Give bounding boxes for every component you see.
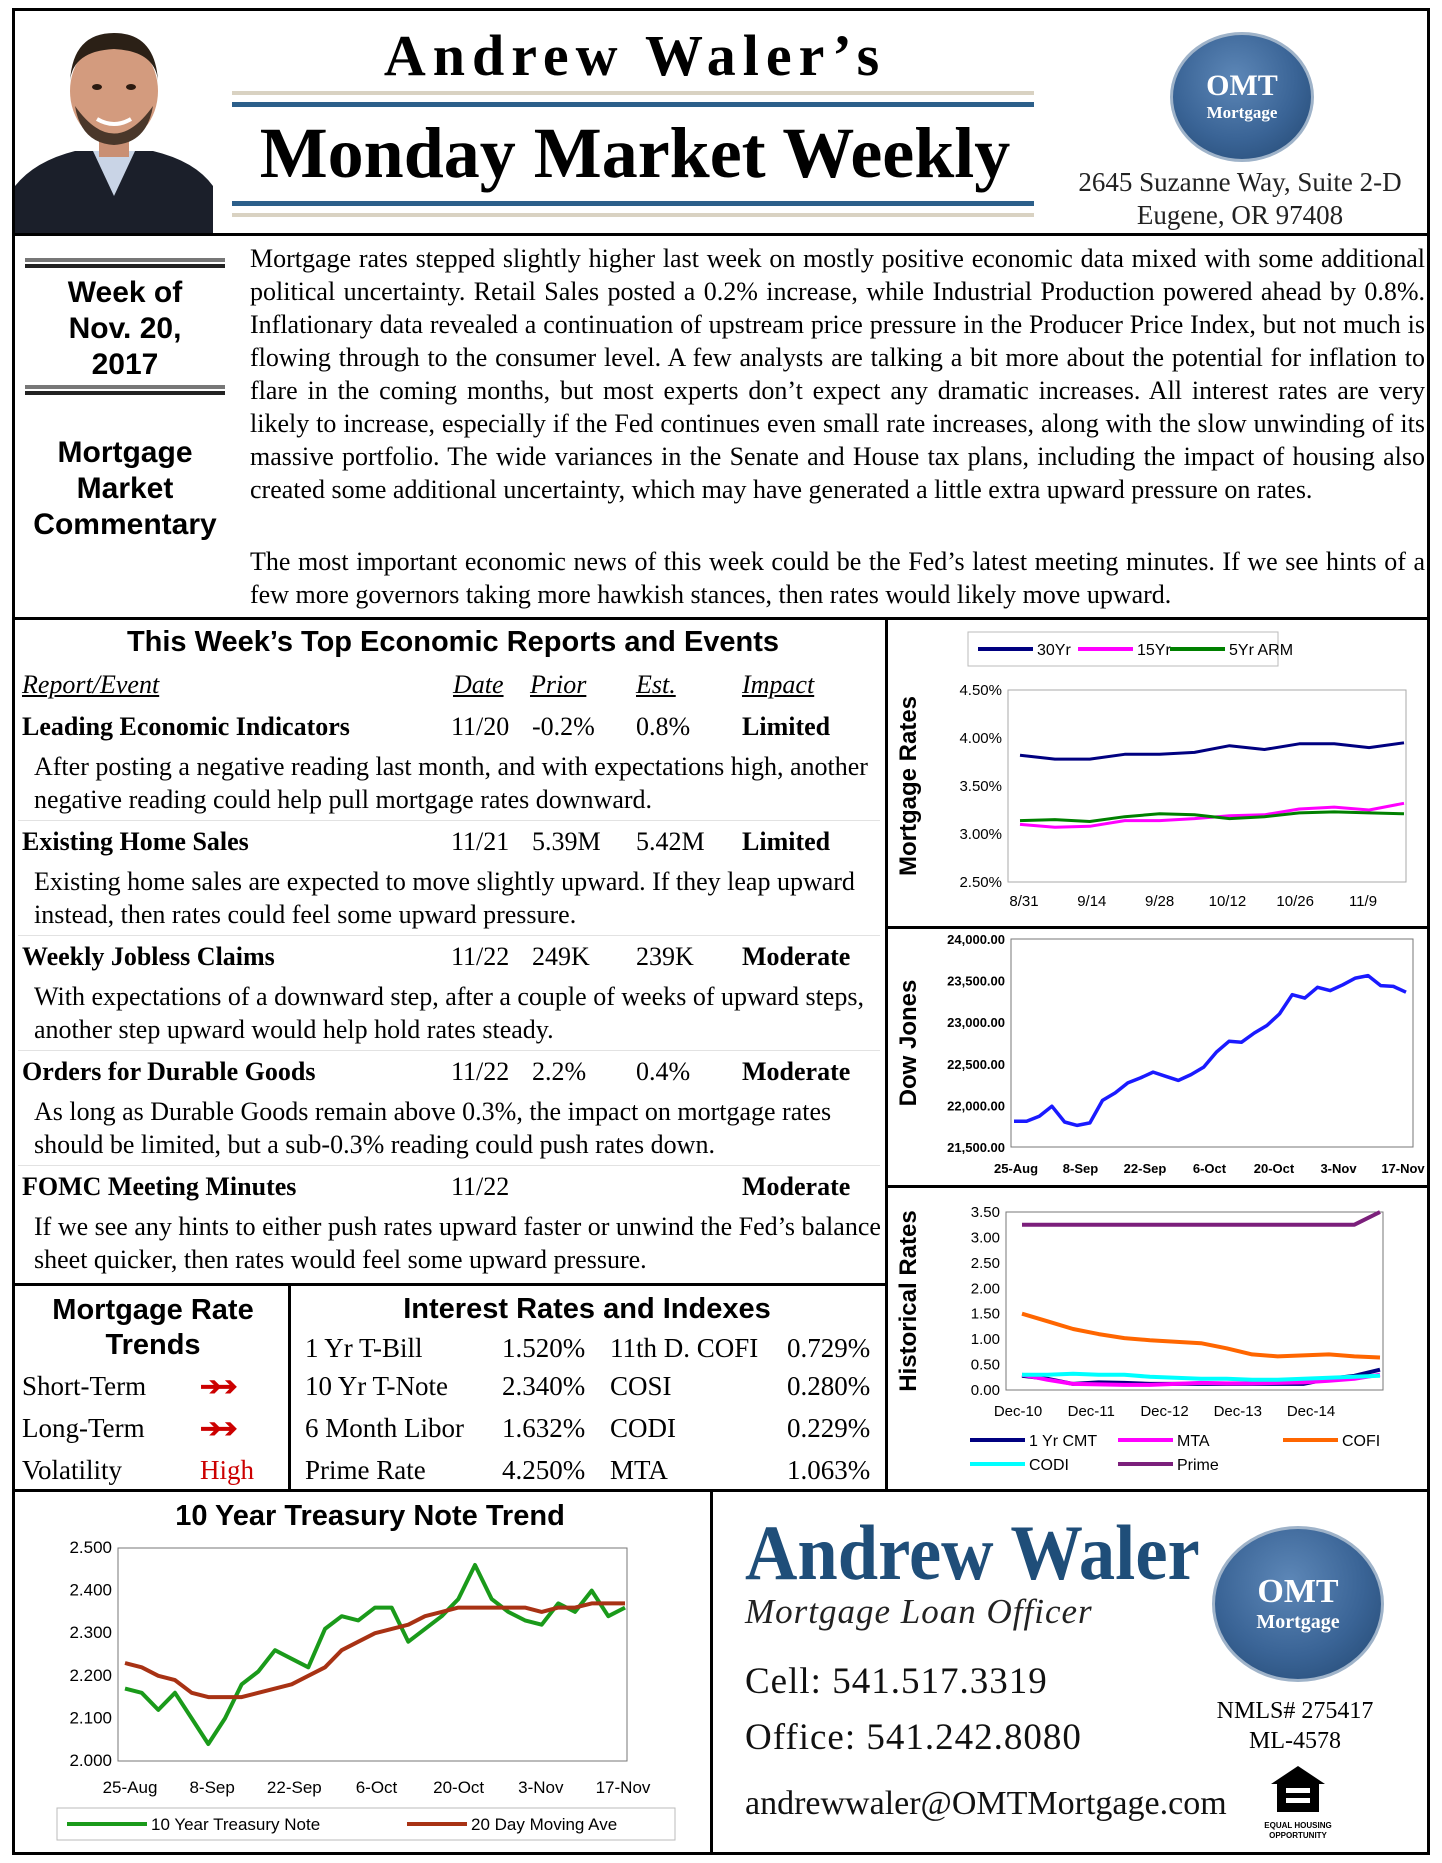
y-tick-label: 24,000.00 — [947, 932, 1005, 947]
report-est: 0.4% — [636, 1057, 691, 1086]
x-tick-label: 25-Aug — [102, 1778, 158, 1797]
plot-area — [1006, 1212, 1383, 1390]
y-tick-label: 2.400 — [69, 1580, 112, 1600]
title-line-1: Andrew Waler’s — [383, 23, 887, 88]
x-tick-label: 17-Nov — [595, 1778, 651, 1797]
x-tick-label: 3-Nov — [518, 1778, 564, 1797]
title-line-2: Monday Market Weekly — [259, 113, 1011, 193]
report-impact: Moderate — [742, 1057, 851, 1086]
y-tick-label: 4.50% — [959, 682, 1002, 699]
index-name: COSI — [610, 1371, 672, 1401]
y-tick-label: 2.500 — [69, 1538, 112, 1557]
trends-divider — [288, 1283, 291, 1491]
report-impact: Limited — [742, 827, 831, 856]
x-tick-label: 22-Sep — [1123, 1161, 1167, 1176]
y-tick-label: 23,000.00 — [947, 1015, 1005, 1031]
x-tick-label: 9/28 — [1144, 893, 1175, 910]
legend-entry: Prime — [1177, 1457, 1219, 1474]
report-name: Weekly Jobless Claims — [22, 942, 275, 971]
y-tick-label: 1.00 — [970, 1331, 1000, 1349]
report-date: 11/22 — [451, 1172, 510, 1201]
x-tick-label: 8-Sep — [189, 1778, 235, 1797]
rate-value: 2.340% — [502, 1371, 586, 1401]
reports-bottom-divider — [12, 1283, 888, 1286]
x-tick-label: 20-Oct — [1253, 1161, 1295, 1176]
report-description: With expectations of a downward step, after a couple of weeks of upward steps, another step upward would help hold rates steady. — [34, 982, 864, 1044]
x-tick-label: 22-Sep — [266, 1778, 322, 1797]
y-tick-label: 3.00% — [959, 826, 1002, 843]
header-date: Date — [453, 670, 504, 699]
trend-label: Volatility — [22, 1455, 123, 1485]
contact-office: Office: 541.242.8080 — [745, 1717, 1082, 1758]
report-impact: Moderate — [742, 1172, 851, 1201]
report-description: As long as Durable Goods remain above 0.3%, the impact on mortgage rates should be limited, but a sub-0.3% reading could push rates down. — [34, 1097, 832, 1159]
x-tick-label: 3-Nov — [1320, 1161, 1357, 1176]
report-description: Existing home sales are expected to move slightly upward. If they leap upward instead, then rates could feel some upward pressure. — [34, 867, 855, 929]
y-tick-label: 22,000.00 — [947, 1098, 1005, 1114]
y-tick-label: 2.00 — [970, 1280, 1000, 1298]
equal-housing-icon: EQUAL HOUSING OPPORTUNITY — [1258, 1764, 1338, 1844]
report-name: Orders for Durable Goods — [22, 1057, 316, 1086]
y-axis-label: Mortgage Rates — [895, 695, 922, 877]
rate-value: 4.250% — [502, 1455, 586, 1485]
plot-area — [118, 1548, 627, 1761]
report-prior: -0.2% — [532, 712, 595, 741]
index-value: 0.729% — [787, 1333, 871, 1363]
report-est: 239K — [636, 942, 694, 971]
headshot-photo — [15, 11, 213, 233]
y-tick-label: 2.50 — [970, 1254, 1000, 1272]
index-value: 1.063% — [787, 1455, 871, 1485]
row-separator — [18, 1050, 880, 1051]
x-tick-label: 9/14 — [1077, 893, 1107, 910]
header-divider — [12, 233, 1430, 236]
arrow-right-icon: ➔➔ — [200, 1414, 232, 1443]
plot-area — [1011, 939, 1413, 1147]
x-tick-label: 10/26 — [1276, 893, 1314, 910]
mortgage-rates-chart — [888, 620, 1428, 926]
commentary-paragraph-1: Mortgage rates stepped slightly higher last week on mostly positive economic data mixed with some additional political uncertainty. Retail Sales posted a 0.2% increase, while Industrial Production powered ahead by 0.8%. Inflationary data revealed a continuation of upstream price pressure in the Producer Price Index, but not much is flowing through to the consumer level. A few analysts are talking a bit more about the potential for inflation to flare in the coming months, but most experts don’t expect any dramatic increases. All interest rates are very likely to increase, especially if the Fed continues even small rate increases, along with the slow unwinding of its massive portfolio. The wide variances in the Senate and House tax plans, including the impact of housing also created some additional uncertainty, which may have generated a little extra upward pressure on rates. — [250, 244, 1425, 504]
trend-label: Short-Term — [22, 1371, 147, 1401]
dow-jones-chart — [888, 929, 1428, 1185]
title-rule-tan-top — [232, 91, 1034, 95]
legend-entry: MTA — [1177, 1433, 1210, 1450]
week-rule-top — [25, 258, 225, 268]
y-tick-label: 4.00% — [959, 730, 1002, 747]
rates-title: Interest Rates and Indexes — [403, 1293, 771, 1325]
arrow-right-icon: ➔➔ — [200, 1372, 232, 1401]
legend-entry: CODI — [1029, 1457, 1069, 1474]
index-name: MTA — [610, 1455, 668, 1485]
header-event: Report/Event — [22, 670, 160, 699]
y-tick-label: 2.100 — [69, 1708, 112, 1728]
legend-entry: 1 Yr CMT — [1029, 1433, 1098, 1450]
contact-email[interactable]: andrewwaler@OMTMortgage.com — [745, 1785, 1227, 1822]
index-value: 0.229% — [787, 1413, 871, 1443]
report-impact: Moderate — [742, 942, 851, 971]
report-name: Existing Home Sales — [22, 827, 249, 856]
address-line-1: 2645 Suzanne Way, Suite 2-D — [1078, 167, 1402, 197]
report-description: If we see any hints to either push rates upward faster or unwind the Fed’s balance sheet quicker, then rates would feel some upward pressure. — [34, 1212, 881, 1274]
y-tick-label: 23,500.00 — [947, 973, 1005, 989]
x-tick-label: 10/12 — [1208, 893, 1247, 910]
rate-name: 10 Yr T-Note — [305, 1371, 448, 1401]
report-est: 5.42M — [636, 827, 705, 856]
treasury-chart-title: 10 Year Treasury Note Trend — [175, 1500, 565, 1532]
legend-entry: 5Yr ARM — [1229, 642, 1294, 659]
y-tick-label: 2.50% — [959, 874, 1002, 891]
section-label: Mortgage Market Commentary — [33, 436, 217, 541]
header-est: Est. — [636, 670, 676, 699]
rate-name: 1 Yr T-Bill — [305, 1333, 423, 1363]
x-tick-label: 25-Aug — [993, 1161, 1039, 1176]
omt-logo-footer: OMT Mortgage — [1212, 1526, 1384, 1682]
index-name: CODI — [610, 1413, 676, 1443]
trends-title: Mortgage Rate Trends — [52, 1294, 254, 1361]
y-tick-label: 22,500.00 — [947, 1056, 1005, 1072]
nmls-number: NMLS# 275417 — [1216, 1698, 1374, 1724]
rate-value: 1.520% — [502, 1333, 586, 1363]
x-tick-label: Dec-12 — [1140, 1403, 1189, 1420]
volatility-value: High — [200, 1455, 254, 1485]
y-tick-label: 3.00 — [970, 1229, 1000, 1247]
x-tick-label: Dec-13 — [1213, 1403, 1262, 1420]
contact-role: Mortgage Loan Officer — [745, 1592, 1093, 1631]
y-tick-label: 2.200 — [69, 1665, 112, 1685]
y-tick-label: 2.300 — [69, 1623, 112, 1643]
report-name: Leading Economic Indicators — [22, 712, 350, 741]
report-date: 11/21 — [451, 827, 510, 856]
report-date: 11/20 — [451, 712, 510, 741]
report-date: 11/22 — [451, 1057, 510, 1086]
row-separator — [18, 935, 880, 936]
index-value: 0.280% — [787, 1371, 871, 1401]
y-tick-label: 0.50 — [970, 1356, 1000, 1374]
treasury-trend-chart — [15, 1535, 710, 1853]
plot-area — [1008, 690, 1406, 882]
report-impact: Limited — [742, 712, 831, 741]
trend-label: Long-Term — [22, 1413, 145, 1443]
legend-entry: 20 Day Moving Ave — [471, 1815, 618, 1834]
rate-value: 1.632% — [502, 1413, 586, 1443]
title-rule-blue-top — [232, 102, 1034, 107]
y-tick-label: 3.50% — [959, 778, 1002, 795]
row-separator — [18, 1165, 880, 1166]
report-est: 0.8% — [636, 712, 691, 741]
y-tick-label: 0.00 — [970, 1382, 1000, 1399]
x-tick-label: 11/9 — [1348, 893, 1378, 910]
title-rule-tan-bottom — [232, 213, 1034, 217]
y-tick-label: 2.000 — [69, 1751, 112, 1770]
x-tick-label: 6-Oct — [355, 1778, 398, 1797]
y-tick-label: 21,500.00 — [947, 1140, 1005, 1155]
report-prior: 5.39M — [532, 827, 601, 856]
x-tick-label: Dec-14 — [1286, 1403, 1336, 1420]
reports-title: This Week’s Top Economic Reports and Events — [126, 626, 780, 658]
x-tick-label: 8-Sep — [1062, 1161, 1099, 1176]
title-rule-blue-bottom — [232, 201, 1034, 206]
contact-name: Andrew Waler — [745, 1509, 1200, 1596]
header-prior: Prior — [530, 670, 587, 699]
legend-entry: 30Yr — [1037, 642, 1071, 659]
week-rule-bottom — [25, 385, 225, 395]
footer-column-divider — [710, 1489, 713, 1855]
y-axis-label: Dow Jones — [895, 979, 922, 1107]
rate-name: Prime Rate — [305, 1455, 426, 1485]
index-name: 11th D. COFI — [610, 1333, 759, 1363]
week-label: Week of Nov. 20, 2017 — [67, 276, 183, 381]
rate-name: 6 Month Libor — [305, 1413, 464, 1443]
commentary-paragraph-2: The most important economic news of this week could be the Fed’s latest meeting minutes. If we see hints of a few more governors taking more hawkish stances, then rates would likely move upward. — [250, 547, 1425, 609]
omt-logo: OMT Mortgage — [1170, 32, 1314, 162]
report-name: FOMC Meeting Minutes — [22, 1172, 297, 1201]
contact-cell: Cell: 541.517.3319 — [745, 1661, 1048, 1702]
y-tick-label: 1.50 — [970, 1305, 1000, 1323]
x-tick-label: 6-Oct — [1192, 1161, 1227, 1176]
footer-divider — [12, 1489, 1430, 1492]
y-axis-label: Historical Rates — [895, 1210, 922, 1392]
x-tick-label: Dec-10 — [993, 1403, 1043, 1420]
x-tick-label: 20-Oct — [433, 1778, 485, 1797]
historical-rates-chart — [888, 1188, 1428, 1488]
x-tick-label: Dec-11 — [1067, 1403, 1115, 1420]
address-line-2: Eugene, OR 97408 — [1136, 200, 1344, 230]
report-prior: 249K — [532, 942, 590, 971]
report-description: After posting a negative reading last month, and with expectations high, another negative reading could help pull mortgage rates downward. — [34, 752, 868, 814]
legend-entry: 15Yr — [1137, 642, 1171, 659]
legend-entry: 10 Year Treasury Note — [151, 1815, 321, 1834]
x-tick-label: 8/31 — [1009, 893, 1039, 910]
y-tick-label: 3.50 — [970, 1204, 1000, 1221]
report-date: 11/22 — [451, 942, 510, 971]
x-tick-label: 17-Nov — [1381, 1161, 1425, 1176]
header-impact: Impact — [742, 670, 815, 699]
ml-number: ML-4578 — [1249, 1728, 1341, 1754]
report-prior: 2.2% — [532, 1057, 587, 1086]
row-separator — [18, 820, 880, 821]
legend-entry: COFI — [1342, 1433, 1381, 1450]
